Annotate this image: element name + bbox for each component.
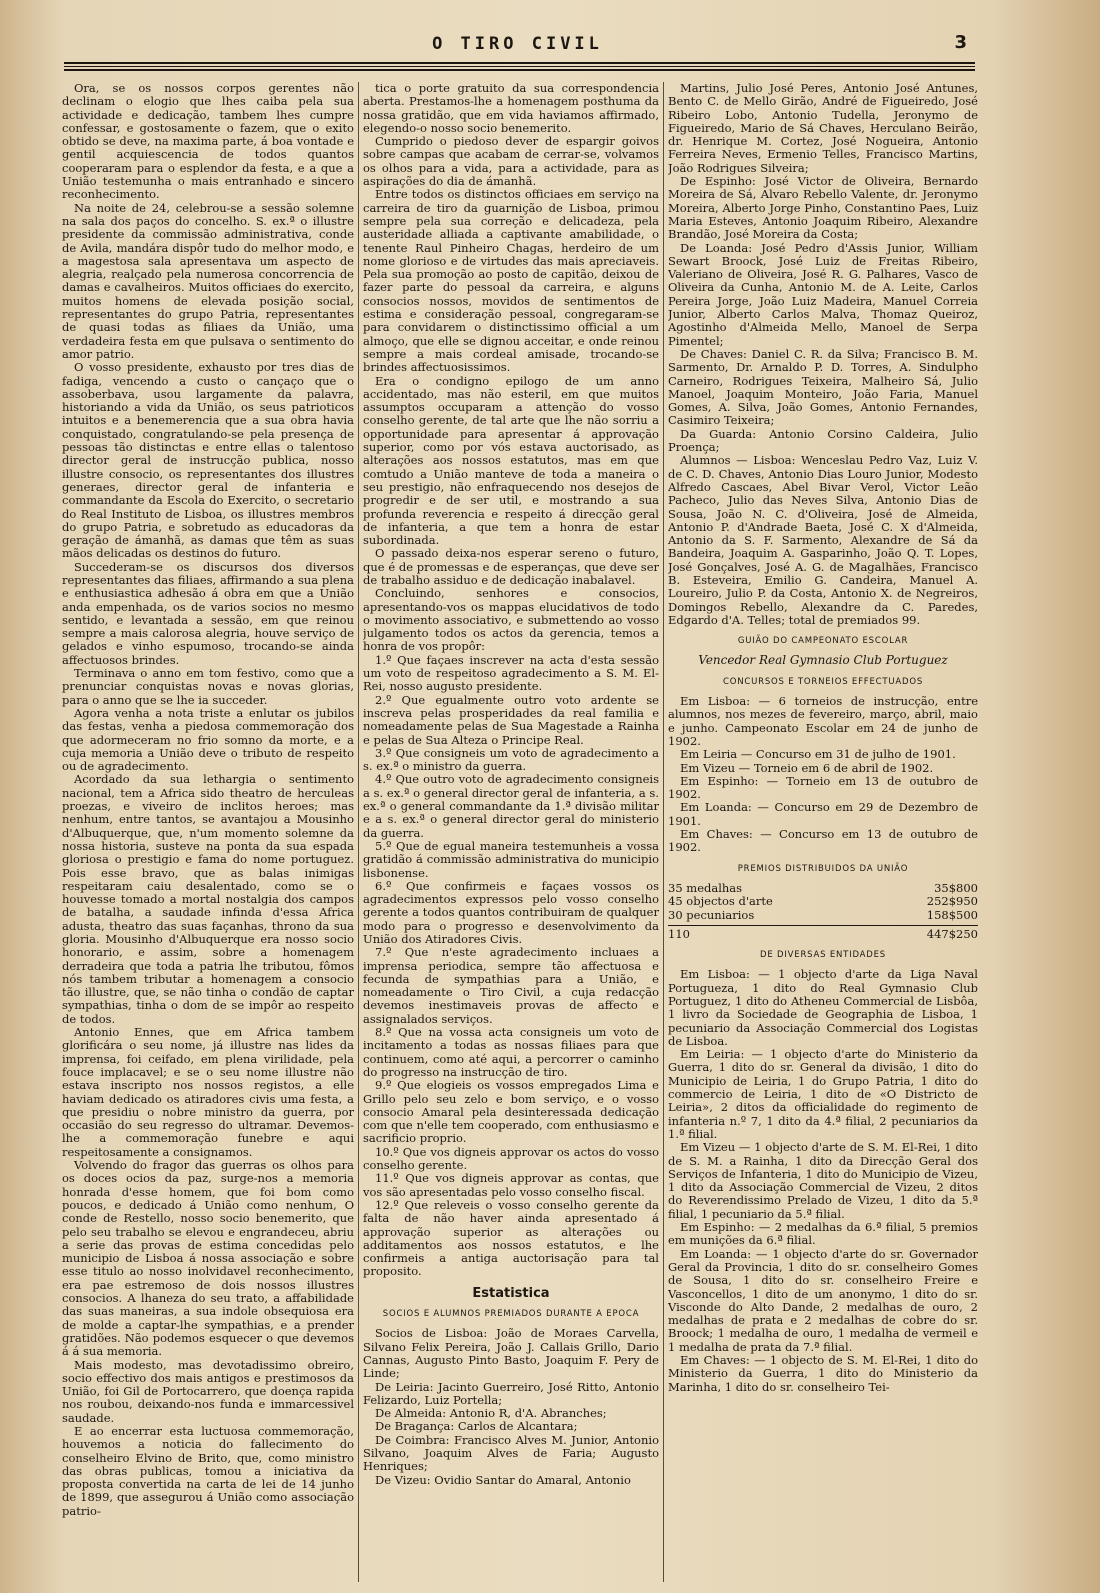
paragraph: 8.º Que na vossa acta consigneis um voto de incitamento a todas as nossas filiaes para que continuem, como até aqui, a percorrer o caminho do progresso na instrucção de tiro. <box>363 1025 659 1079</box>
paragraph: Ora, se os nossos corpos gerentes não declinam o elogio que lhes caiba pela sua actividade e dedicação, tambem lhes cumpre confessar, e gostosamente o fazem, que o exito obtido se deve, na maxima parte, á boa vontade e gentil acquiescencia de todos quantos cooperaram para o esplendor da festa, e a que a União testemunha o mais entranhado e sincero reconhecimento. <box>62 82 354 202</box>
paragraph: E ao encerrar esta luctuosa commemoração, houvemos a noticia do fallecimento do conselheiro Elvino de Brito, que, como ministro das obras publicas, tomou a iniciativa da proposta convertida na carta de lei de 14 junho de 1899, que assegurou á União como associação patrio- <box>62 1423 354 1518</box>
paragraph: Em Espinho: — Torneio em 13 de outubro de 1902. <box>668 773 978 802</box>
paragraph: Em Chaves: — 1 objecto de S. M. El-Rei, 1 dito do Ministerio da Guerra, 1 dito do Ministerio da Marinha, 1 dito do sr. conselheiro Tei- <box>668 1353 978 1394</box>
header-rule <box>64 62 975 64</box>
paragraph: Em Lisboa: — 1 objecto d'arte da Liga Naval Portugueza, 1 dito do Real Gymnasio Club Portuguez, 1 dito do Atheneu Commercial de Lisbôa, 1 livro da Sociedade de Geographia de Lisboa, 1 pecuniario da Associação Commercial dos Logistas de Lisboa. <box>668 967 978 1048</box>
premios-label: 45 objectos d'arte <box>668 894 773 909</box>
paragraph: Agora venha a nota triste a enlutar os jubilos das festas, venha a piedosa commemoração dos que adormeceram no frio somno da morte, e a cuja memoria a União deve o tributo de respeito ou de agradecimento. <box>62 705 354 774</box>
paragraph: 12.º Que releveis o vosso conselho gerente da falta de não haver ainda apresentado á approvação superior as alterações ou additamentos aos nossos estatutos, e lhe confirmeis a antiga auctorisação para tal proposito. <box>363 1197 659 1279</box>
paragraph: Em Espinho: — 2 medalhas da 6.ª filial, 5 premios em munições da 6.ª filial. <box>668 1220 978 1248</box>
paragraph: Alumnos — Lisboa: Wenceslau Pedro Vaz, Luiz V. de C. D. Chaves, Antonio Dias Louro Junior, Modesto Alfredo Cascaes, Abel Bivar Verol, Victor Leão Pacheco, Julio das Neves Silva, Antonio Dias de Sousa, João N. C. d'Oliveira, José de Almeida, Antonio P. d'Andrade Baeta, José C. X d'Almeida, Antonio da S. F. Sarmento, Alexandre de Sá da Bandeira, Joaquim A. Gasparinho, João Q. T. Lopes, José Gonçalves, José A. G. de Magalhães, Francisco B. Esteveira, Emilio G. Candeira, Manuel A. Loureiro, Julio P. da Costa, Antonio X. de Negreiros, Domingos Rebello, Alexandre da C. Paredes, Edgardo d'A. Telles; total de premiados 99. <box>668 453 978 627</box>
paragraph: Em Chaves: — Concurso em 13 de outubro de 1902. <box>668 827 978 855</box>
entidades-heading: DE DIVERSAS ENTIDADES <box>760 950 886 961</box>
paragraph: Entre todos os distinctos officiaes em serviço na carreira de tiro da guarnição de Lisboa, primou sempre pela sua correção e delicadeza, pela austeridade alliada a captivante amabilidade, o tenente Raul Pinheiro Chagas, herdeiro de um nome glorioso e de virtudes das mais apreciaveis. Pela sua promoção ao posto de capitão, deixou de fazer parte do pessoal da carreira, e alguns consocios nossos, movidos de sentimentos de estima e consideração pessoal, congregaram-se para convidarem o distinctissimo official a um almoço, que elle se dignou acceitar, e onde reinou sempre a mais cordeal amisade, trocando-se brindes affectuosissimos. <box>363 187 659 375</box>
premios-row <box>668 895 978 908</box>
paragraph: De Espinho: José Victor de Oliveira, Bernardo Moreira de Sá, Alvaro Rebello Valente, dr. Jeronymo Moreira, Alberto Jorge Pinho, Constantino Paes, Luiz Maria Esteves, Antonio Joaquim Ribeiro, Alexandre Brandão, José Moreira da Costa; <box>668 174 978 242</box>
paragraph: 5.º Que de egual maneira testemunheis a vossa gratidão á commissão administrativa do municipio lisbonense. <box>363 838 659 880</box>
premios-label: 35 medalhas <box>668 880 743 895</box>
premios-heading: PREMIOS DISTRIBUIDOS DA UNIÃO <box>737 863 909 874</box>
column-3 <box>668 82 978 1577</box>
paragraph: O passado deixa-nos esperar sereno o futuro, que é de promessas e de esperanças, que deve ser de trabalho assiduo e de dedicação inabalavel. <box>363 546 659 587</box>
campeonato-vencedor: Vencedor Real Gymnasio Club Portuguez <box>698 653 948 668</box>
paragraph: De Vizeu: Ovidio Santar do Amaral, Antonio <box>375 1472 631 1487</box>
paragraph: Antonio Ennes, que em Africa tambem glorificára o seu nome, já illustre nas lides da imprensa, foi ceifado, em plena virilidade, pela fouce implacavel; e se o seu nome illustre não estava inscripto nos nossos registos, a elle haviam dedicado os atiradores civis uma festa, a que presidiu o nobre ministro da guerra, por occasião do seu regresso do ultramar. Devemos-lhe a commemoração funebre e aqui respeitosamente a consignamos. <box>62 1025 354 1159</box>
estatistica-title: Estatistica <box>472 1285 550 1301</box>
paragraph: tica o porte gratuito da sua correspondencia aberta. Prestamos-lhe a homenagem posthuma da nossa gratidão, que em vida haviamos affirmado, elegendo-o nosso socio benemerito. <box>363 82 659 135</box>
column-1 <box>62 82 354 1577</box>
column-2 <box>363 82 659 1577</box>
paragraph: Cumprido o piedoso dever de espargir goivos sobre campas que acabam de cerrar-se, volvamos os olhos para a vida, para a actividade, para as aspirações do dia de ámanhã. <box>363 134 659 189</box>
paragraph: Em Vizeu — Torneio em 6 de abril de 1902. <box>680 760 934 775</box>
paragraph: De Leiria: Jacinto Guerreiro, José Ritto, Antonio Felizardo, Luiz Portella; <box>363 1379 659 1407</box>
campeonato-heading: GUIÃO DO CAMPEONATO ESCOLAR <box>737 636 909 647</box>
paragraph: Era o condigno epilogo de um anno accidentado, mas não esteril, em que muitos assumptos occuparam a attenção do vosso conselho gerente, de tal arte que lhe não sorriu a opportunidade para apresentar á approvação superior, como por vós estava auctorisado, as alterações aos nossos estatutos, mas em que comtudo a União manteve de toda a maneira o seu prestigio, não enfraquecendo nos desejos de progredir e de ser util, e mostrando a sua profunda reverencia e respeito á direcção geral de infanteria, a que tem a honra de estar subordinada. <box>363 373 659 548</box>
paragraph: De Almeida: Antonio R, d'A. Abranches; <box>375 1406 607 1421</box>
estatistica-subtitle: SOCIOS E ALUMNOS PREMIADOS DURANTE A EPOCA <box>382 1309 640 1320</box>
paragraph: Da Guarda: Antonio Corsino Caldeira, Julio Proença; <box>668 426 978 455</box>
paragraph: De Bragança: Carlos de Alcantara; <box>375 1419 578 1434</box>
header-rule <box>64 69 975 71</box>
page-header <box>60 30 975 60</box>
column-divider <box>358 82 359 1582</box>
header-rule <box>64 66 975 67</box>
paragraph: Em Leiria — Concurso em 31 de julho de 1901. <box>680 747 956 762</box>
paragraph: De Chaves: Daniel C. R. da Silva; Francisco B. M. Sarmento, Dr. Arnaldo P. D. Torres, A. Sindulpho Carneiro, Rodrigues Teixeira, Malheiro Sá, Julio Manoel, Joaquim Monteiro, João Faria, Manuel Gomes, A. Silva, João Gomes, Antonio Fernandes, Casimiro Teixeira; <box>668 346 978 428</box>
paragraph: 3.º Que consigneis um voto de agradecimento a s. ex.ª o ministro da guerra. <box>363 745 659 774</box>
paragraph: 9.º Que elogieis os vossos empregados Lima e Grillo pelo seu zelo e bom serviço, e o vosso consocio Amaral pela desinteressada dedicação com que n'elle tem cooperado, com enthusiasmo e sacrificio proprio. <box>363 1078 659 1146</box>
premios-total <box>668 925 978 941</box>
paragraph: Succederam-se os discursos dos diversos representantes das filiaes, affirmando a sua plena e enthusiastica adhesão á obra em que a União anda empenhada, os de varios socios no mesmo sentido, e levantada a sessão, em que reinou sempre a mais calorosa alegria, houve serviço de gelados e vinho espumoso, trocando-se ainda affectuosos brindes. <box>62 559 354 667</box>
paragraph: Mais modesto, mas devotadissimo obreiro, socio effectivo dos mais antigos e prestimosos da União, foi Gil de Portocarrero, que doença rapida nos roubou, deixando-nos funda e immarcessivel saudade. <box>62 1357 354 1425</box>
paragraph: Em Lisboa: — 6 torneios de instrucção, entre alumnos, nos mezes de fevereiro, março, abril, maio e junho. Campeonato Escolar em 24 de junho de 1902. <box>668 694 978 748</box>
newspaper-title: O TIRO CIVIL <box>432 34 603 54</box>
premios-label: 30 pecuniarios <box>668 907 755 922</box>
premios-value: 158$500 <box>926 907 978 922</box>
premios-value: 252$950 <box>926 894 978 909</box>
premios-value: 35$800 <box>934 880 978 895</box>
paragraph: 6.º Que confirmeis e façaes vossos os agradecimentos expressos pelo vosso conselho gerente a todos quantos contribuiram de qualquer modo para o progresso e desenvolvimento da União dos Atiradores Civis. <box>363 878 659 946</box>
paragraph: 4.º Que outro voto de agradecimento consigneis a s. ex.ª o general director geral de infanteria, a s. ex.ª o general commandante da 1.ª divisão militar e a s. ex.ª o general director geral do ministerio da guerra. <box>363 772 659 840</box>
premios-total-value: 447$250 <box>926 926 978 941</box>
paragraph: De Coimbra: Francisco Alves M. Junior, Antonio Silvano, Joaquim Alves de Faria; Augusto Henriques; <box>363 1432 659 1474</box>
paragraph: Em Loanda: — 1 objecto d'arte do sr. Governador Geral da Provincia, 1 dito do sr. conselheiro Gomes de Sousa, 1 dito do sr. conselheiro Freire e Vasconcellos, 1 dito de um anonymo, 1 dito do sr. Visconde do Alto Dande, 2 medalhas de ouro, 2 medalhas de prata e 2 medalhas de cobre do sr. Broock; 1 medalha de ouro, 1 medalha de vermeil e 1 medalha de prata da 7.ª filial. <box>668 1246 978 1354</box>
paragraph: Terminava o anno em tom festivo, como que a prenunciar conquistas novas e novas glorias, para o anno que se lhe ia succeder. <box>62 666 354 707</box>
paragraph: 11.º Que vos digneis approvar as contas, que vos são apresentadas pelo vosso conselho fiscal. <box>363 1171 659 1199</box>
paragraph: Volvendo do fragor das guerras os olhos para os doces ocios da paz, surge-nos a memoria honrada d'esse homem, que foi bom como poucos, e dedicado á União como nenhum, O conde de Restello, nosso socio benemerito, que pelo seu trabalho se elevou e engrandeceu, abriu a serie das provas de estima concedidas pelo municipio de Lisboa á nossa associação e sobre esse titulo ao nosso inolvidavel reconhecimento, era pae estremoso de dois nossos illustres consocios. A lhaneza do seu trato, a affabilidade das suas maneiras, a sua indole obsequiosa era de molde a captar-lhe sympathias, e a prender gratidões. Não podemos esquecer o que devemos á á sua memoria. <box>62 1158 354 1359</box>
page-number: 3 <box>954 32 967 53</box>
paragraph: Na noite de 24, celebrou-se a sessão solemne na sala dos paços do concelho. S. ex.ª o illustre presidente da commissão administrativa, conde de Avila, mandára dispôr tudo do melhor modo, e a magestosa sala apresentava um aspecto de alegria, realçado pela numerosa concorrencia de damas e cavalheiros. Muitos officiaes do exercito, muitos homens de elevada posição social, representantes do grupo Patria, representantes de quasi todas as filiaes da União, uma verdadeira festa em que pulsava o sentimento do amor patrio. <box>62 200 354 361</box>
premios-total-label: 110 <box>668 926 690 941</box>
premios-row <box>668 909 978 922</box>
paragraph: Concluindo, senhores e consocios, apresentando-vos os mappas elucidativos de todo o movimento associativo, e submettendo ao vosso julgamento todos os actos da gerencia, temos a honra de vos propôr: <box>363 586 659 654</box>
concursos-heading: CONCURSOS E TORNEIOS EFFECTUADOS <box>722 676 924 687</box>
paragraph: O vosso presidente, exhausto por tres dias de fadiga, vencendo a custo o cançaço que o assoberbava, usou largamente da palavra, historiando a vida da União, os seus patrioticos intuitos e a benemerencia que a sua obra havia conquistado, congratulando-se pela presença de pessoas tão distinctas e entre ellas o talentoso director geral de instrucção publica, nosso illustre consocio, os representantes dos illustres generaes, director geral de infanteria e commandante da Escola do Exercito, o secretario do Real Instituto de Lisboa, os illustres membros do grupo Patria, e sobretudo as educadoras da geração de ámanhã, as damas que têm as suas mãos delicadas os destinos do futuro. <box>62 360 354 561</box>
paragraph: Socios de Lisboa: João de Moraes Carvella, Silvano Felix Pereira, João J. Callais Grillo, Dario Cannas, Augusto Pinto Basto, Joaquim F. Pery de Linde; <box>363 1326 659 1381</box>
paragraph: Em Vizeu — 1 objecto d'arte de S. M. El-Rei, 1 dito de S. M. a Rainha, 1 dito da Direcção Geral dos Serviços de Infanteria, 1 dito do Municipio de Vizeu, 1 dito da Associação Commercial de Vizeu, 2 ditos do Reverendissimo Prelado de Vizeu, 1 dito da 5.ª filial, 1 pecuniario da 5.ª filial. <box>668 1140 978 1221</box>
column-divider <box>663 82 664 1582</box>
paragraph: 10.º Que vos digneis approvar os actos do vosso conselho gerente. <box>363 1144 659 1173</box>
paragraph: Acordado da sua lethargia o sentimento nacional, tem a Africa sido theatro de herculeas proezas, e viveiro de inclitos heroes; mas nenhum, entre tantos, se avantajou a Mousinho d'Albuquerque, que, n'um momento solemne da nossa historia, susteve na ponta da sua espada gloriosa o prestigio e fama do nome portuguez. Pois esse bravo, que as balas inimigas respeitaram caiu desalentado, como se o houvesse tomado a mortal nostalgia dos campos de batalha, a saudade infinda d'essa Africa adusta, theatro das suas façanhas, throno da sua gloria. Mousinho d'Albuquerque era nosso socio honorario, e assim, sobre a homenagem derradeira que toda a patria lhe tributou, fômos nós tambem tributar a homenagem a consocio tão illustre, que, se não tinha o condão de captar sympathias, tinha o dom de se impôr ao respeito de todos. <box>62 772 354 1026</box>
paragraph: 2.º Que egualmente outro voto ardente se inscreva pelas prosperidades da real familia e nomeadamente pelas de Sua Magestade a Rainha e pelas de Sua Alteza o Principe Real. <box>363 692 659 747</box>
premios-table <box>668 882 978 941</box>
paragraph: 7.º Que n'este agradecimento incluaes a imprensa periodica, sempre tão affectuosa e fecunda de sympathias para a União, e nomeadamente o Tiro Civil, a cuja redacção devemos inestimaveis provas de affecto e assignalados serviços. <box>363 945 659 1026</box>
paragraph: Em Loanda: — Concurso em 29 de Dezembro de 1901. <box>668 800 978 828</box>
paragraph: Em Leiria: — 1 objecto d'arte do Ministerio da Guerra, 1 dito do sr. General da divisão, 1 dito do Municipio de Leiria, 1 do Grupo Patria, 1 dito do commercio de Leiria, 1 dito de «O Districto de Leiria», 2 ditos da officialidade do regimento de infanteria n.º 7, 1 dito da 4.ª filial, 2 pecuniarios da 1.ª filial. <box>668 1047 978 1141</box>
paragraph: De Loanda: José Pedro d'Assis Junior, William Sewart Broock, José Luiz de Freitas Ribeiro, Valeriano de Oliveira, José R. G. Palhares, Vasco de Oliveira da Cunha, Antonio M. de A. Leite, Carlos Pereira Jorge, João Luiz Madeira, Manuel Correia Junior, Alberto Carlos Malva, Thomaz Queiroz, Agostinho d'Almeida Mello, Manoel de Serpa Pimentel; <box>668 240 978 348</box>
premios-row <box>668 882 978 895</box>
paragraph: Martins, Julio José Peres, Antonio José Antunes, Bento C. de Mello Girão, André de Figueiredo, José Ribeiro Lobo, Antonio Tudella, Jeronymo de Figueiredo, Mario de Sá Chaves, Herculano Beirão, dr. Henrique M. Cortez, José Nogueira, Antonio Ferreira Neves, Ermenio Telles, Francisco Martins, João Rodrigues Silveira; <box>668 82 978 175</box>
paragraph: 1.º Que façaes inscrever na acta d'esta sessão um voto de respeitoso agradecimento a S. M. El-Rei, nosso augusto presidente. <box>363 652 659 694</box>
